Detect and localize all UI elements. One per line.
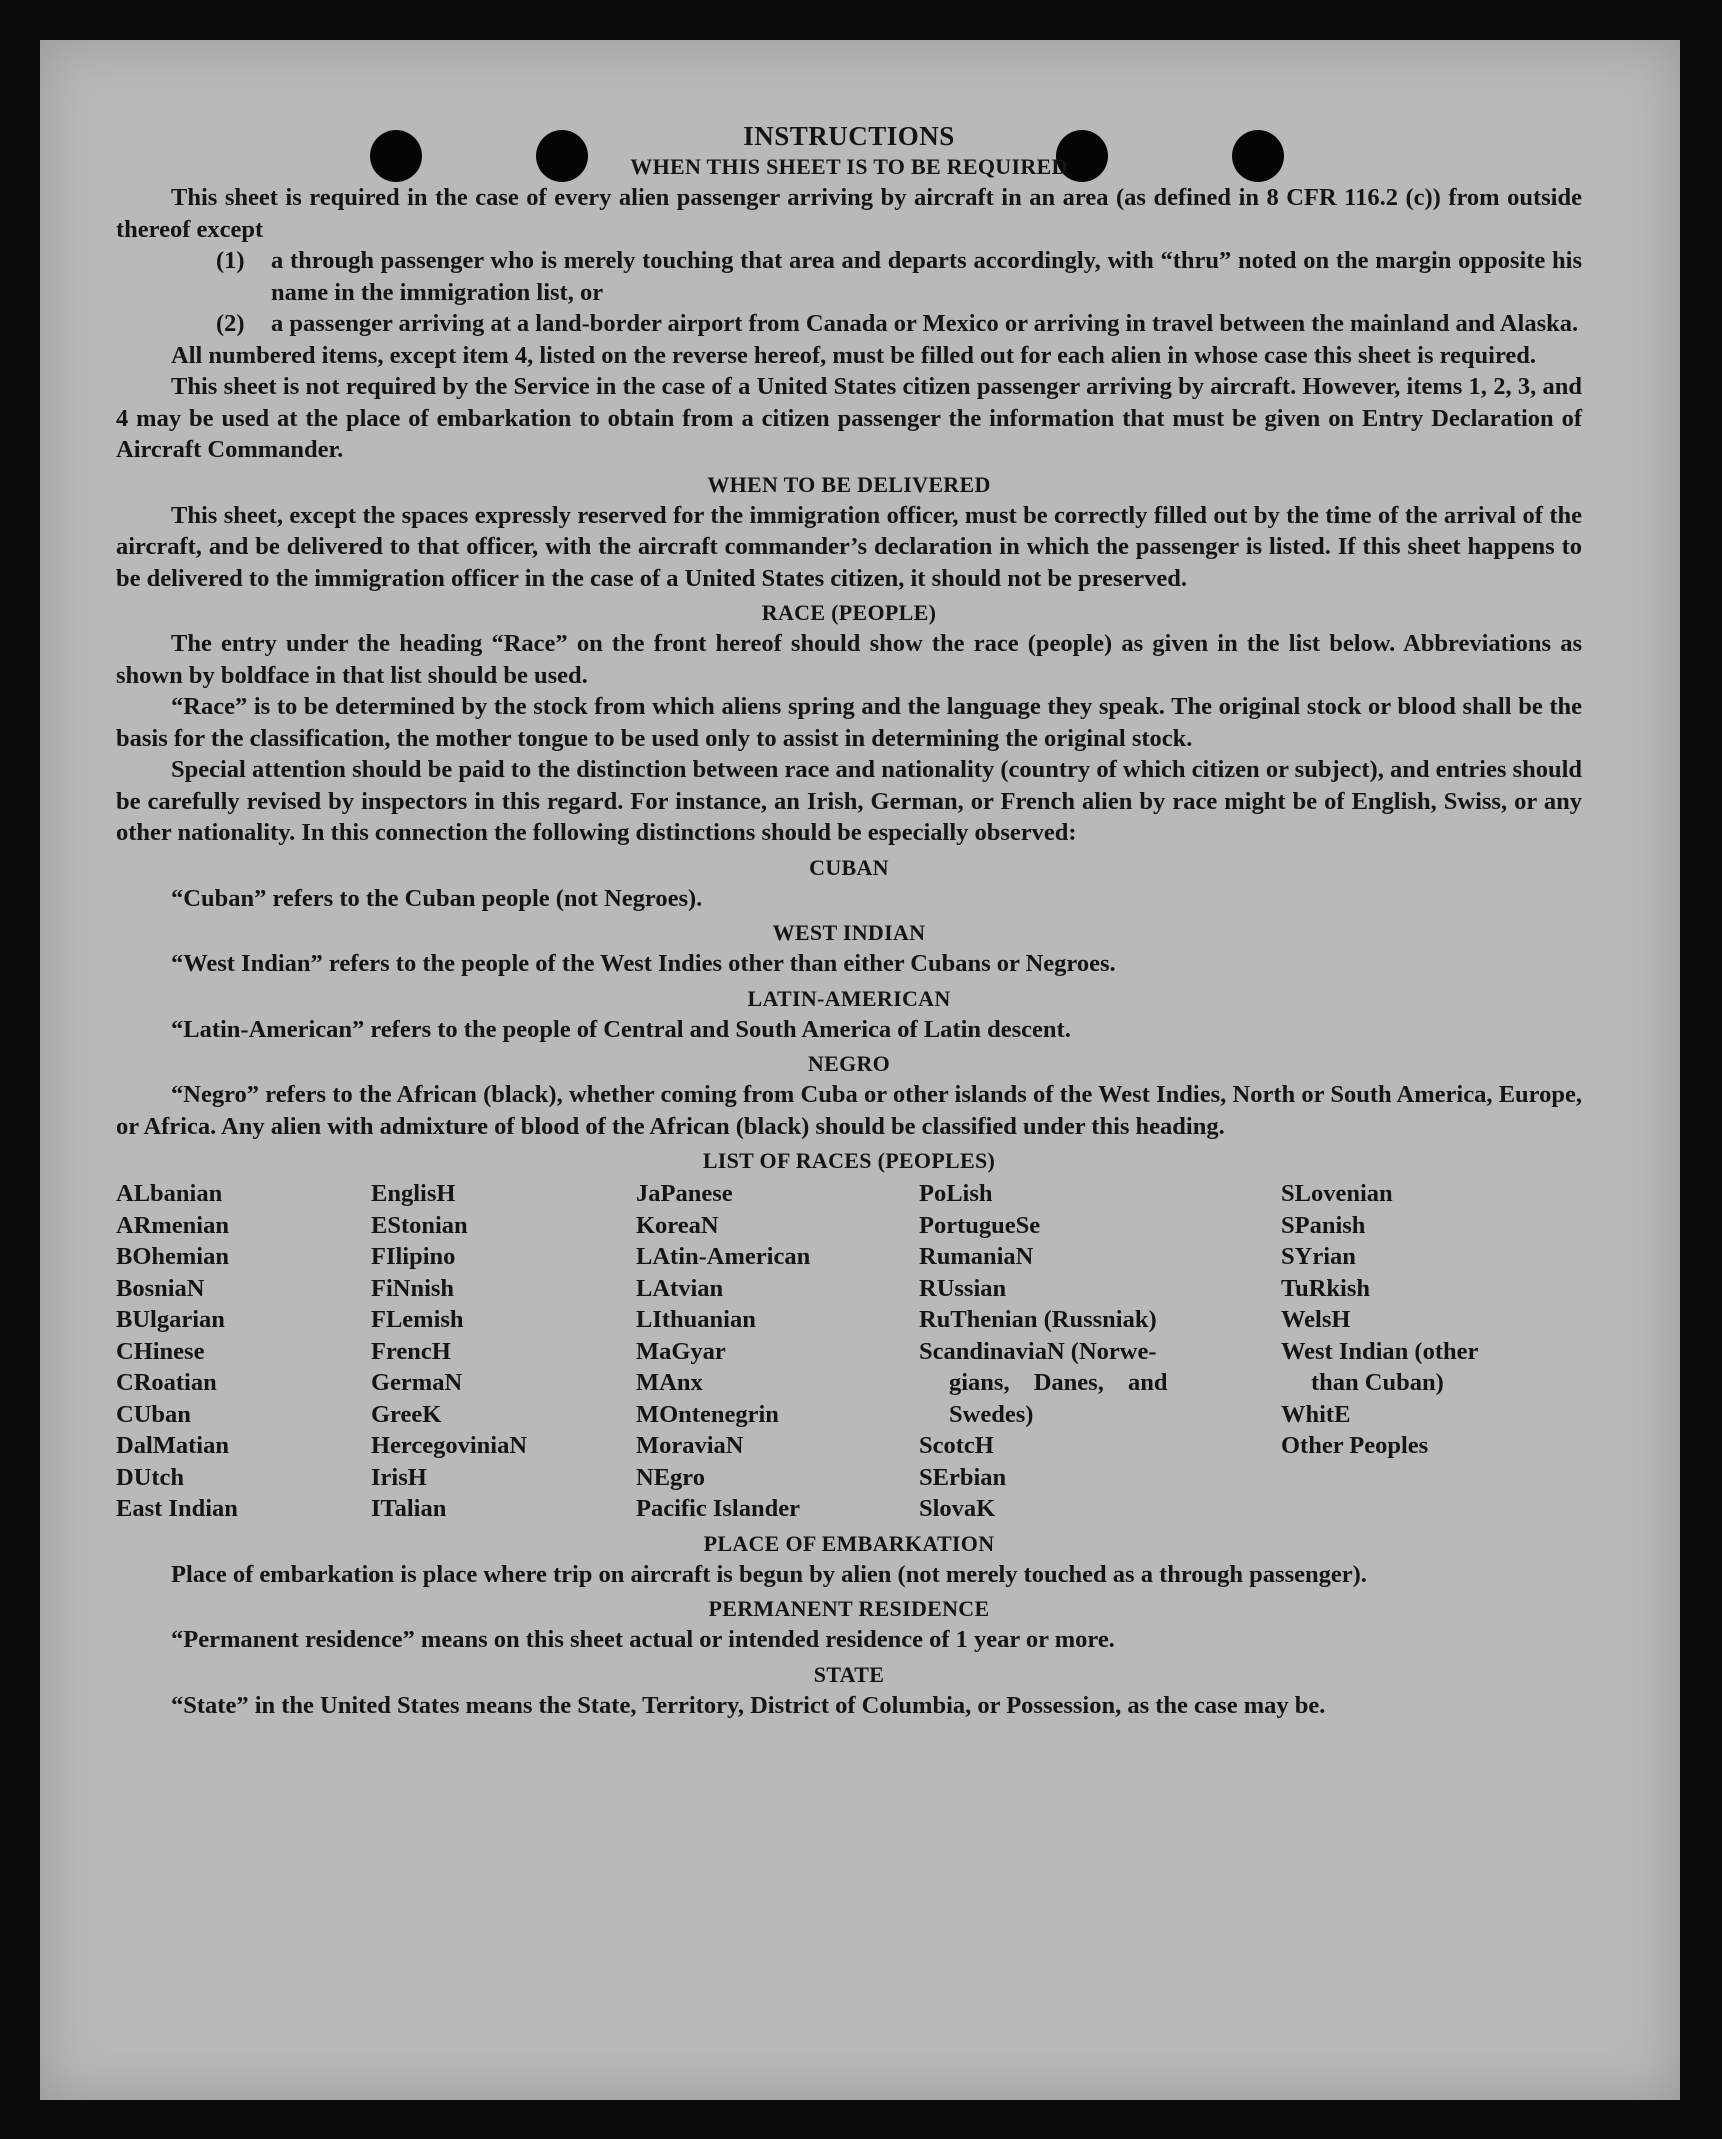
race-entry: MoraviaN [636,1432,744,1459]
race-entry: Other Peoples [1281,1432,1429,1459]
race-entry: CRoatian [116,1369,217,1396]
heading-residence: PERMANENT RESIDENCE [708,1596,990,1621]
race-entry: CUban [116,1400,191,1428]
race-entry: BosniaN [116,1274,205,1302]
race-entry: DalMatian [116,1432,229,1459]
race-entry: ScandinaviaN (Norwe- [919,1337,1157,1365]
race-entry: ITalian [371,1495,447,1522]
heading-required: WHEN THIS SHEET IS TO BE REQUIRED [630,154,1068,179]
race-entry: HercegoviniaN [371,1432,528,1459]
races-column [1281,1178,1582,1525]
race-entry: LAtvian [636,1274,724,1302]
races-column [636,1178,919,1525]
race-entry: East Indian [116,1495,238,1522]
race-entry: KoreaN [636,1211,719,1239]
required-intro: This sheet is required in the case of every alien passenger arriving by aircraft in an area (as defined in 8 CFR 116.2 (c)) from outside thereof except [116,184,1582,243]
race-entry: SYrian [1281,1243,1356,1270]
list-item: (2) a passenger arriving at a land-border airport from Canada or Mexico or arriving in travel between the mainland and Alaska. [216,310,1579,337]
list-item: (1) a through passenger who is merely touching that area and departs accordingly, with “thru” noted on the margin opposite his name in the immigration list, or [216,247,1582,306]
race-entry: Pacific Islander [636,1495,800,1522]
race-para-3: Special attention should be paid to the distinction between race and nationality (country of which citizen or subject), and entries should be carefully revised by inspectors in this regard. For instance, an Irish, German, or French alien by race might be of English, Swiss, or any other nationality. In this connection the following distinctions should be especially observed: [116,756,1582,846]
embarkation-para: Place of embarkation is place where trip on aircraft is begun by alien (not merely touched as a through passenger). [171,1560,1367,1588]
race-entry: ARmenian [116,1211,229,1239]
race-entry: RumaniaN [919,1243,1034,1270]
heading-embarkation: PLACE OF EMBARKATION [703,1530,995,1556]
race-entry: BOhemian [116,1243,229,1270]
heading-west-indian: WEST INDIAN [772,920,926,945]
race-entry: PoLish [919,1180,993,1207]
race-entry: MOntenegrin [636,1400,779,1428]
heading-races-list: LIST OF RACES (PEOPLES) [702,1148,996,1173]
races-column [371,1178,636,1525]
race-entry: FLemish [371,1306,464,1333]
required-para-3: This sheet is not required by the Service in the case of a United States citizen passenger arriving by aircraft. However, items 1, 2, 3, and 4 may be used at the place of embarkation to obtain from a citizen passenger the information that must be given on Entry Declaration of Aircraft Commander. [116,373,1582,463]
race-entry: Swedes) [949,1400,1034,1428]
race-entry: RUssian [919,1274,1007,1302]
race-entry: DUtch [116,1463,185,1491]
race-entry: RuThenian (Russniak) [919,1306,1157,1333]
race-entry: EStonian [371,1211,468,1239]
race-entry: FIlipino [371,1243,456,1270]
race-entry: SErbian [919,1463,1007,1491]
document-text [116,120,1582,1721]
race-entry: IrisH [371,1463,427,1491]
state-para: “State” in the United States means the State, Territory, District of Columbia, or Possession, as the case may be. [171,1691,1326,1719]
required-para-2: All numbered items, except item 4, listed on the reverse hereof, must be filled out for each alien in whose case this sheet is required. [171,341,1537,369]
race-entry: WhitE [1281,1400,1351,1428]
race-entry: PortugueSe [919,1211,1041,1239]
race-entry: FrencH [371,1337,451,1365]
race-entry: gians, Danes, and [949,1369,1168,1396]
race-entry: MAnx [636,1369,703,1396]
race-entry: SlovaK [919,1495,996,1522]
race-entry: than Cuban) [1311,1369,1444,1396]
heading-state: STATE [813,1661,885,1687]
residence-para: “Permanent residence” means on this sheet actual or intended residence of 1 year or more. [171,1626,1115,1653]
race-entry: LAtin-American [636,1243,811,1270]
latin-american-para: “Latin-American” refers to the people of Central and South America of Latin descent. [171,1015,1071,1043]
races-table [116,1178,1582,1525]
races-column [116,1178,371,1525]
race-entry: FiNnish [371,1274,455,1302]
race-entry: West Indian (other [1281,1337,1479,1365]
cuban-para: “Cuban” refers to the Cuban people (not Negroes). [171,884,703,912]
race-entry: NEgro [636,1463,705,1491]
race-entry: GermaN [371,1369,463,1396]
race-entry: SPanish [1281,1211,1366,1239]
heading-cuban: CUBAN [809,854,889,880]
race-entry: BUlgarian [116,1306,225,1333]
race-entry: LIthuanian [636,1306,756,1333]
west-indian-para: “West Indian” refers to the people of the West Indies other than either Cubans or Negroes. [171,950,1116,977]
heading-race: RACE (PEOPLE) [761,600,937,625]
race-entry: EnglisH [371,1180,456,1207]
heading-negro: NEGRO [807,1051,891,1076]
race-entry: SLovenian [1281,1180,1393,1207]
race-entry: CHinese [116,1337,205,1365]
race-entry: GreeK [371,1400,442,1428]
heading-delivered: WHEN TO BE DELIVERED [707,471,991,497]
delivered-para: This sheet, except the spaces expressly reserved for the immigration officer, must be correctly filled out by the time of the arrival of the aircraft, and be delivered to that officer, with the aircraft commander’s declaration in which the passenger is listed. If this sheet happens to be delivered to the immigration officer in the case of a United States citizen, it should not be preserved. [116,501,1582,592]
race-entry: WelsH [1281,1306,1351,1333]
race-entry: ScotcH [919,1432,994,1459]
race-entry: ALbanian [116,1180,223,1207]
races-column [919,1178,1281,1525]
race-entry: MaGyar [636,1337,726,1365]
page-title: INSTRUCTIONS [743,121,955,151]
heading-latin-american: LATIN-AMERICAN [747,985,951,1011]
race-para-2: “Race” is to be determined by the stock from which aliens spring and the language they speak. The original stock or blood shall be the basis for the classification, the mother tongue to be used only to assist in determining the original stock. [116,693,1582,752]
negro-para: “Negro” refers to the African (black), whether coming from Cuba or other islands of the West Indies, North or South America, Europe, or Africa. Any alien with admixture of blood of the African (black) should be classified under this heading. [116,1081,1582,1140]
race-para-1: The entry under the heading “Race” on the front hereof should show the race (people) as given in the list below. Abbreviations as shown by boldface in that list should be used. [116,630,1582,689]
race-entry: TuRkish [1281,1274,1371,1302]
race-entry: JaPanese [636,1180,733,1207]
